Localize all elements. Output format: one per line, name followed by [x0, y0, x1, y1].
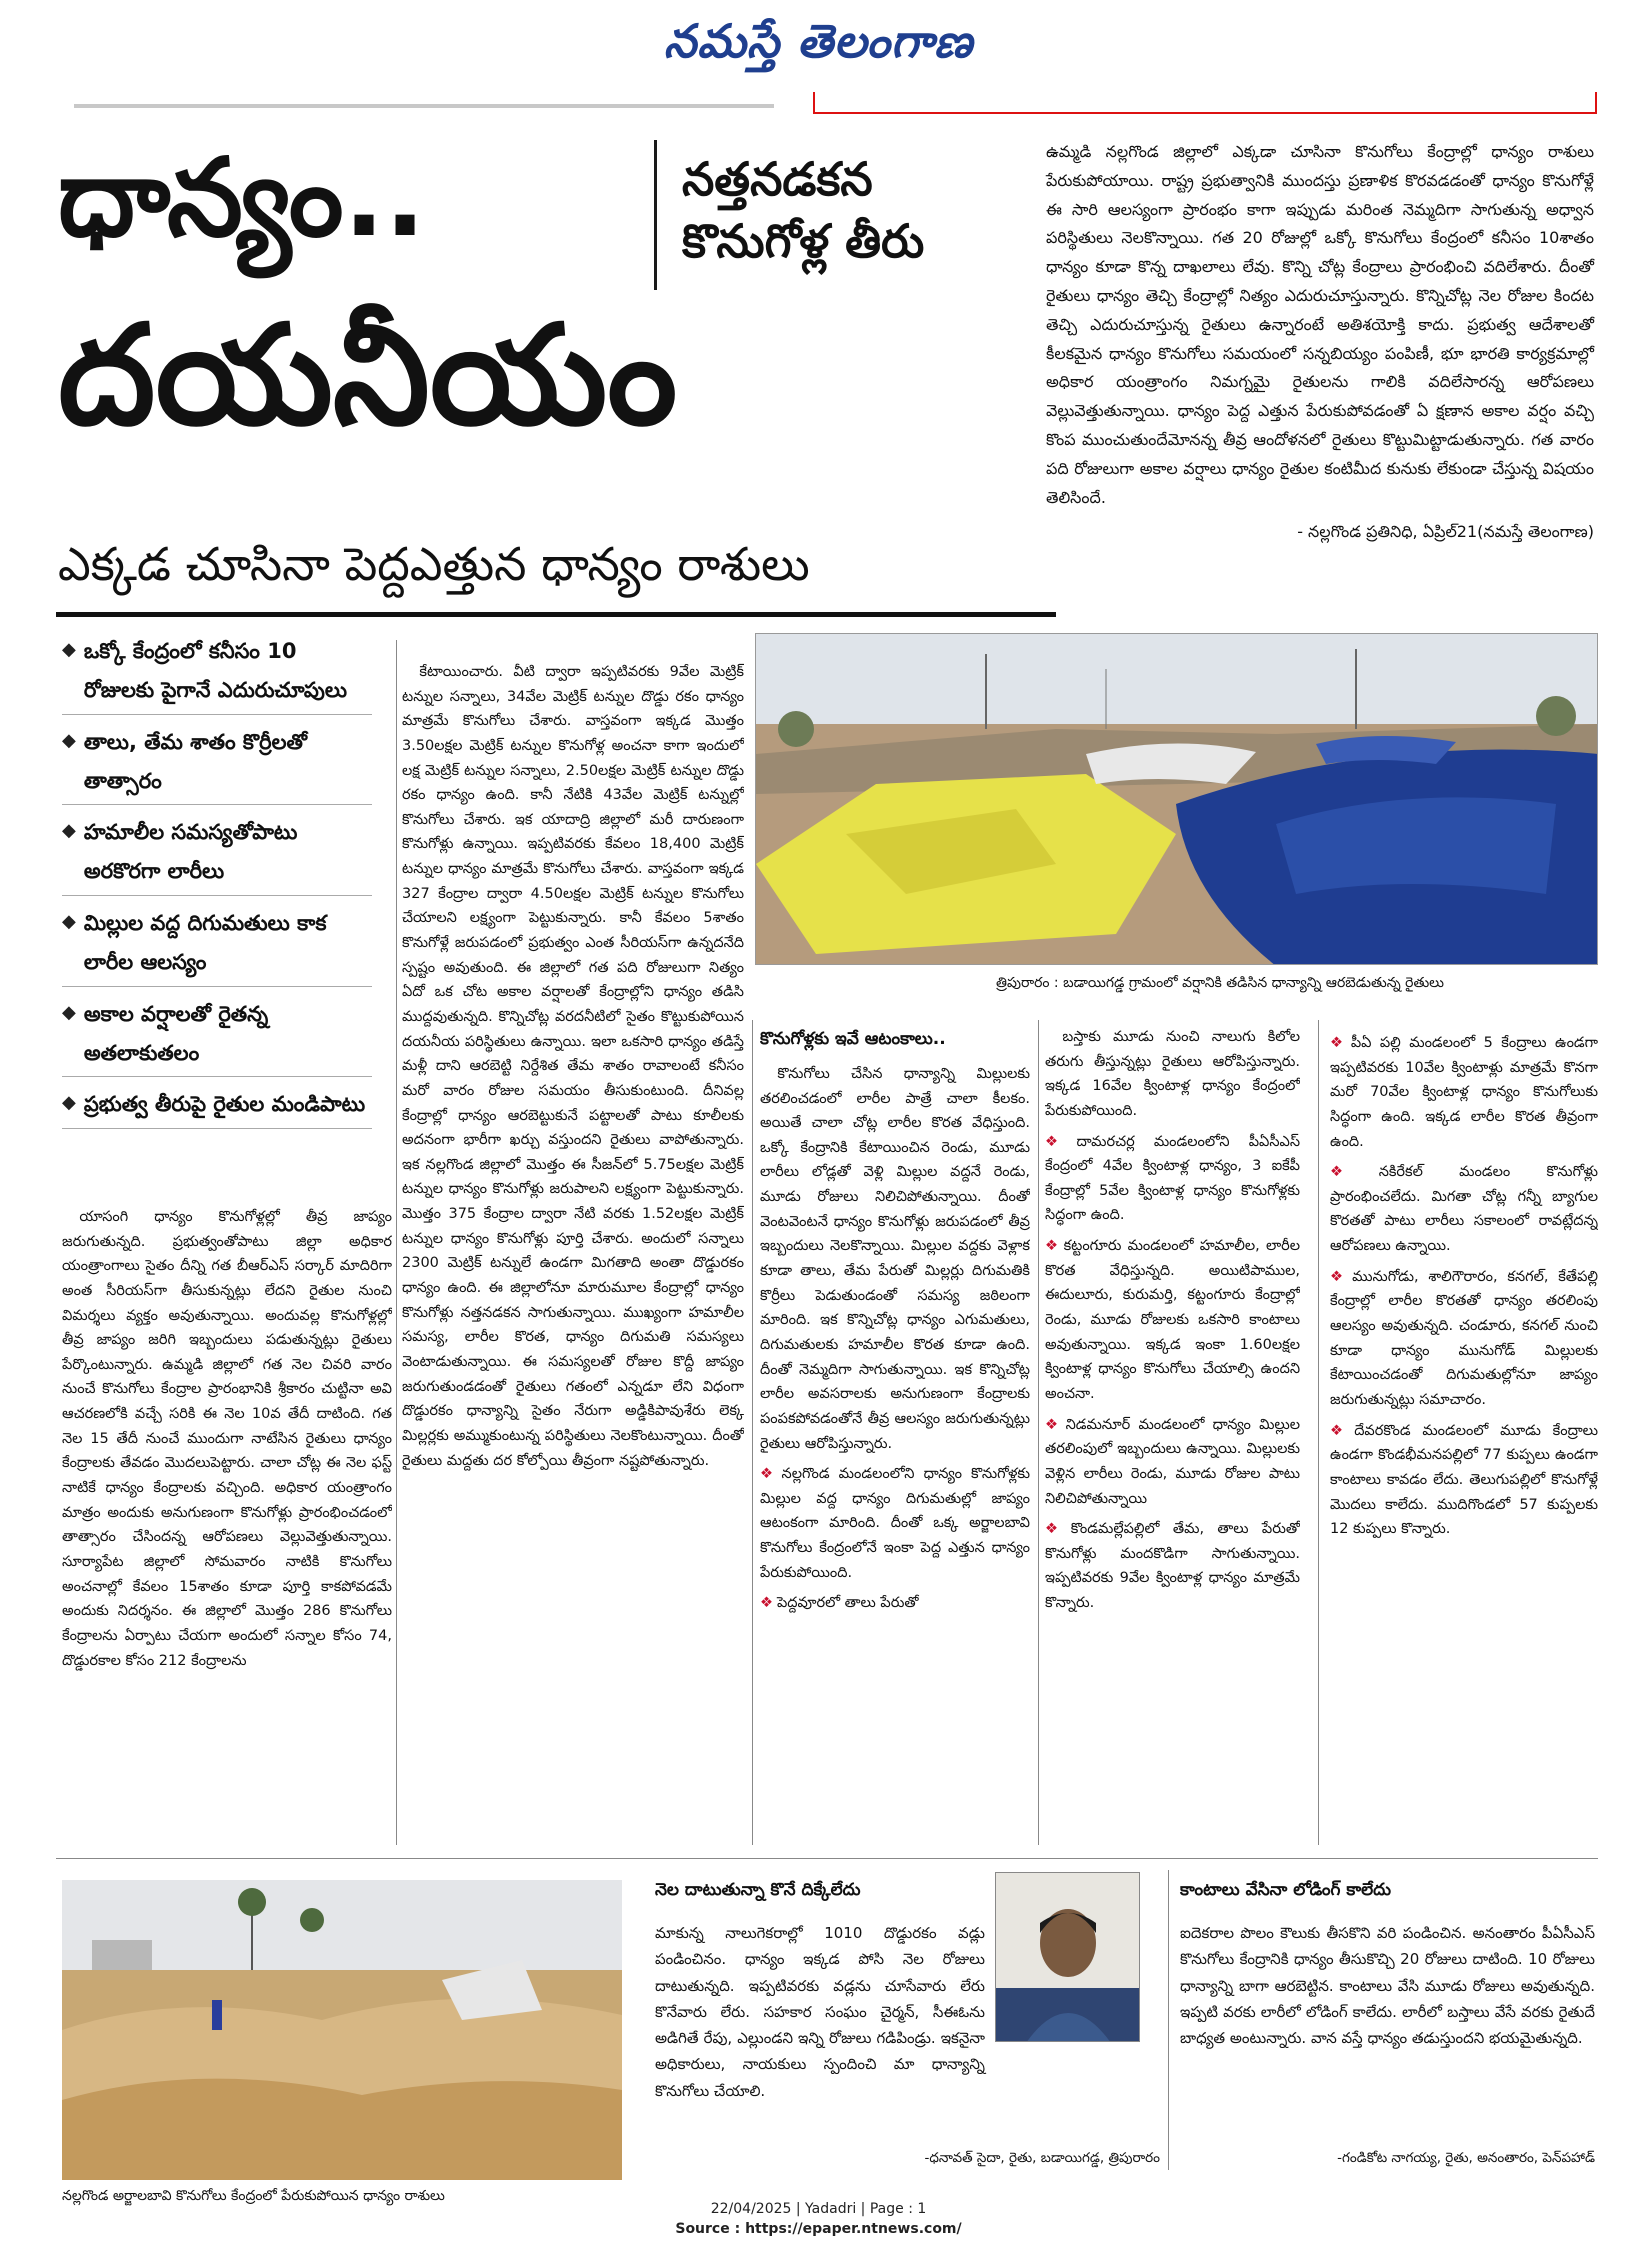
- list-item: [1330, 1419, 1598, 1542]
- item-text: దేవరకొండ మండలంలో మూడు కేంద్రాలు ఉండగా కొండభీమనపల్లిలో 77 కుప్పలు ఉండగా కాంటాలు కావడం లేదు. తెలుగుపల్లిలో కొనుగోళ్లే మొదలు కాలేదు. ముదిగొండలో 57 కుప్పలకు 12 కుప్పలు కొన్నారు.: [1330, 1422, 1598, 1538]
- article-column-2: [402, 660, 744, 1845]
- item-text: దామరచర్ల మండలంలోని పీఏసీఎస్ కేంద్రంలో 4వేల క్వింటాళ్ల ధాన్యం, 3 ఐకేపీ కేంద్రాల్లో 5వేల క్వింటాళ్ల ధాన్యం కొనుగోళ్లకు సిద్ధంగా ఉంది.: [1045, 1133, 1300, 1224]
- column-text: బస్తాకు మూడు నుంచి నాలుగు కిలోల తరుగు తీస్తున్నట్లు రైతులు ఆరోపిస్తున్నారు. ఇక్కడ 16వేల క్వింటాళ్ల ధాన్యం కేంద్రంలో పేరుకుపోయింది.: [1045, 1029, 1300, 1119]
- column-text: కేటాయించారు. వీటి ద్వారా ఇప్పటివరకు 9వేల మెట్రిక్ టన్నుల సన్నాలు, 34వేల మెట్రిక్ టన్నుల దొడ్డు రకం ధాన్యం మాత్రమే కొనుగోలు చేశారు. వాస్తవంగా ఇక్కడ మొత్తం 3.50లక్షల మెట్రిక్ టన్నుల కొనుగోళ్ల అంచనా కాగా ఇందులో లక్ష మెట్రిక్ టన్నుల సన్నాలు, 2.50లక్షల మెట్రిక్ టన్నుల దొడ్డు రకం ధాన్యం ఉంది. కానీ నేటికి 43వేల మెట్రిక్ టన్నుల్లో కొనుగోలు చేశారు. ఇక యాదాద్రి జిల్లాలో మరీ దారుణంగా కొనుగోళ్లు ఉన్నాయి. ఇప్పటివరకు కేవలం 18,400 మెట్రిక్ టన్నుల ధాన్యం మాత్రమే కొనుగోలు చేశారు. వాస్తవంగా ఇక్కడ 327 కేంద్రాల ద్వారా 4.50లక్షల మెట్రిక్ టన్నుల కొనుగోలు చేయాలని లక్ష్యంగా పెట్టుకున్నారు. కానీ కేవలం 5శాతం కొనుగోళ్లే జరుపడంలో ప్రభుత్వం ఎంత సీరియస్‌గా ఉన్నదనేది స్పష్టం అవుతుంది. ఈ జిల్లాలో గత పది రోజులుగా నిత్యం ఏదో ఒక చోట అకాల వర్షాలతో కేంద్రాల్లోని ధాన్యం తడిసి ముద్దవుతున్నది. కొన్నిచోట్ల వరదనీటిలో సైతం కొట్టుకుపోయిన దయనీయ పరిస్థితులు ఉన్నాయి. ఇలా ఒకసారి ధాన్యం తడిస్తే మళ్లీ దాని ఆరబెట్టి నిర్దేశిత తేమ శాతం రావాలంటే కనీసం మరో వారం రోజుల సమయం తీసుకుంటుంది. దీనివల్ల కేంద్రాల్లో ధాన్యం ఆరబెట్టుకునే పట్టాలతో పాటు కూలీలకు అదనంగా భారీగా ఖర్చు వస్తుందని రైతులు వాపోతున్నారు. ఇక నల్లగొండ జిల్లాలో మొత్తం ఈ సీజన్‌లో 5.75లక్షల మెట్రిక్ టన్నుల ధాన్యం కొనుగోళ్లు జరుపాలని లక్ష్యంగా పెట్టుకున్నారు. మొత్తం 375 కేంద్రాల ద్వారా నేటి వరకు 1.52లక్షల మెట్రిక్ టన్నుల ధాన్యం కొనుగోళ్లు పూర్తి చేశారు. అందులో సన్నాలు 2300 మెట్రిక్ టన్నులే ఉండగా మిగతాది అంతా దొడ్డురకం ధాన్యం ఉంది. ఈ జిల్లాలోనూ మారుమూల కేంద్రాల్లో ధాన్యం కొనుగోళ్లు నత్తనడకన సాగుతున్నాయి. ముఖ్యంగా హమాలీల సమస్య, లారీల కొరత, ధాన్యం దిగుమతి సమస్యలు వెంటాడుతున్నాయి. ఈ సమస్యలతో రోజుల కొద్దీ జాప్యం జరుగుతుండడంతో రైతులు గతంలో ఎన్నడూ లేని విధంగా దొడ్డురకం ధాన్యాన్ని సైతం నేరుగా అడ్డికిపావుశేరు లెక్క మిల్లర్లకు అమ్ముకుంటున్న పరిస్థితులు నెలకొంటున్నాయి. దీంతో రైతులు మద్దతు దర కోల్పోయి తీవ్రంగా నష్టపోతున్నారు.: [402, 664, 744, 1469]
- bullet-diamond-icon: ◆: [62, 911, 76, 933]
- subheadline-2: కొనుగోళ్ల తీరు: [682, 214, 925, 268]
- section-rule: [56, 1858, 1598, 1859]
- highlight-item: [62, 813, 372, 896]
- column-rule: [1038, 1020, 1039, 1845]
- quote-box-text: ఐదెకరాల పొలం కౌలుకు తీసకొని వరి పండించిన. అనంతారం పీఏసీఎస్ కొనుగోలు కేంద్రానికి ధాన్యం తీసుకొచ్చి 20 రోజులు దాటింది. 10 రోజులు ధాన్యాన్ని బాగా ఆరబెట్టిన. కాంటాలు వేసి మూడు రోజులు అవుతున్నది. ఇప్పటి వరకు లారీలో లోడింగ్ కాలేదు. లారీలో బస్తాలు వేసే వరకు రైతుదే బాధ్యత అంటున్నారు. వాన వస్తే ధాన్యం తడుస్తుందని భయమైతున్నది.: [1180, 1924, 1595, 2047]
- headline-line1: ధాన్యం..: [58, 136, 426, 261]
- list-item: [1045, 1517, 1300, 1616]
- article-column-4: [1045, 1025, 1300, 1845]
- item-text: పెద్దవూరలో తాలు పేరుతో: [777, 1595, 919, 1612]
- diamond-icon: ❖: [760, 1595, 773, 1612]
- list-item: [760, 1462, 1030, 1585]
- footer-source-link[interactable]: Source : https://epaper.ntnews.com/: [675, 2220, 962, 2237]
- bullet-diamond-icon: ◆: [62, 1092, 76, 1114]
- column-rule: [1318, 1020, 1319, 1845]
- quote-box-text: మాకున్న నాలుగెకరాల్లో 1010 దొడ్డురకం వడ్లు పండించినం. ధాన్యం ఇక్కడ పోసి నెల రోజులు దాటుతున్నది. ఇప్పటివరకు వడ్లను చూసేవారు లేరు కొనేవారు లేరు. సహకార సంఘం చైర్మన్, సీఈఓను అడిగితే రేపు, ఎల్లుండని ఇన్ని రోజులు గడిపిండ్రు. ఇకనైనా అధికారులు, నాయకులు స్పందించి మా ధాన్యాన్ని కొనుగోలు చేయాలి.: [655, 1924, 985, 2100]
- quote-box-heading: నెల దాటుతున్నా కొనే దిక్కేలేదు: [655, 1880, 861, 1900]
- subheadline-1: నత్తనడకన: [682, 152, 873, 206]
- diamond-icon: ❖: [1330, 1035, 1347, 1051]
- article-column-1: [62, 1205, 392, 1845]
- highlight-text: తాలు, తేమ శాతం కొర్రీలతో తాత్సారం: [83, 729, 307, 793]
- highlight-item: [62, 632, 372, 715]
- box-divider: [1168, 1870, 1169, 2170]
- headline-divider: [654, 140, 657, 290]
- highlights-list: [62, 632, 372, 1137]
- item-text: మునుగోడు, శాలిగౌరారం, కనగల్, కేతేపల్లి కేంద్రాల్లో లారీల కొరతతో ధాన్యం తరలింపు ఆలస్యం అవుతున్నది. చండూరు, కనగల్ నుంచి కూడా ధాన్యం మునుగోడ్ మిల్లులకు కేటాయించడంతో దిగుమతుల్లోనూ జాప్యం జరుగుతున్నట్లు సమాచారం.: [1330, 1268, 1598, 1408]
- grain-tarpaulin-photo: [755, 633, 1598, 965]
- highlight-item: [62, 1085, 372, 1129]
- highlight-item: [62, 904, 372, 987]
- item-text: పీఏ పల్లి మండలంలో 5 కేంద్రాలు ఉండగా ఇప్పటివరకు 10వేల క్వింటాళ్లు మాత్రమే కొనగా మరో 70వేల క్వింటాళ్ల ధాన్యం కొనుగోలుకు సిద్ధంగా ఉంది. ఇక్కడ లారీల కొరత తీవ్రంగా ఉంది.: [1330, 1035, 1598, 1150]
- item-text: కట్టంగూరు మండలంలో హమాలీల, లారీల కొరత వేధిస్తున్నది. అయిటిపాముల, ఈదులూరు, కురుమర్తి, కట్టంగూరు కేంద్రాల్లో రెండు, మూడు రోజులకు ఒకసారి కాంటాలు అవుతున్నాయి. ఇక్కడ ఇంకా 1.60లక్షల క్వింటాళ్ల ధాన్యం కొనుగోలు చేయాల్సి ఉందని అంచనా.: [1045, 1238, 1300, 1402]
- list-item: [1330, 1031, 1598, 1154]
- article-column-5: [1330, 1025, 1598, 1845]
- page-footer: [0, 2200, 1637, 2239]
- photo-illustration: [756, 634, 1598, 965]
- section-heading: కొనుగోళ్లకు ఇవే ఆటంకాలు..: [760, 1029, 946, 1049]
- quote-box-heading: కాంటాలు వేసినా లోడింగ్ కాలేదు: [1180, 1880, 1392, 1900]
- highlight-item: [62, 723, 372, 806]
- portrait-illustration: [996, 1873, 1140, 2042]
- list-item: [1330, 1160, 1598, 1259]
- masthead-logo: నమస్తే తెలంగాణ: [663, 14, 974, 68]
- footer-date-line: 22/04/2025 | Yadadri | Page : 1: [710, 2201, 927, 2217]
- intro-byline: - నల్లగొండ ప్రతినిధి, ఏప్రిల్21(నమస్తే తెలంగాణ): [1297, 522, 1594, 542]
- highlight-text: ఒక్కో కేంద్రంలో కనీసం 10 రోజులకు పైగానే ఎదురుచూపులు: [83, 639, 347, 702]
- bullet-diamond-icon: ◆: [62, 1001, 76, 1023]
- item-text: నిడమనూర్ మండలంలో ధాన్యం మిల్లుల తరలింపులో ఇబ్బందులు ఉన్నాయి. మిల్లులకు వెళ్లిన లారీలు రెండు, మూడు రోజుల పాటు నిలిచిపోతున్నాయి: [1045, 1416, 1300, 1507]
- column-text: యాసంగి ధాన్యం కొనుగోళ్లల్లో తీవ్ర జాప్యం జరుగుతున్నది. ప్రభుత్వంతోపాటు జిల్లా అధికార యంత్రాంగాలు సైతం దీన్ని గత బీఆర్ఎస్ సర్కార్ మాదిరిగా అంత సీరియస్‌గా తీసుకున్నట్లు లేదని రైతుల నుంచి విమర్శలు వ్యక్తం అవుతున్నాయి. అందువల్ల కొనుగోళ్లల్లో తీవ్ర జాప్యం జరిగి ఇబ్బందులు పడుతున్నట్లు రైతులు పేర్కొంటున్నారు. ఉమ్మడి జిల్లాలో గత నెల చివరి వారం నుంచే కొనుగోలు కేంద్రాల ప్రారంభానికి శ్రీకారం చుట్టినా అవి ఆచరణలోకి వచ్చే సరికి ఈ నెల 10వ తేదీ దాటింది. గత నెల 15 తేదీ నుంచే ముందుగా నాటేసిన రైతులు ధాన్యం కేంద్రాలకు తేవడం మొదలుపెట్టారు. చాలా చోట్ల ఈ నెల ఫస్ట్ నాటికే ధాన్యం కేంద్రాలకు వచ్చింది. అధికార యంత్రాంగం మాత్రం అందుకు అనుగుణంగా కొనుగోళ్లు ప్రారంభించడంలో తాత్సారం చేసిందన్న ఆరోపణలు వెల్లువెత్తుతున్నాయి. సూర్యాపేట జిల్లాలో సోమవారం నాటికి కొనుగోలు అంచనాల్లో కేవలం 15శాతం కూడా పూర్తి కాకపోవడమే అందుకు నిదర్శనం. ఈ జిల్లాలో మొత్తం 286 కొనుగోలు కేంద్రాలను ఏర్పాటు చేయగా అందులో సన్నాల కోసం 74, దొడ్డురకాల కోసం 212 కేంద్రాలను: [62, 1209, 392, 1669]
- column-rule: [396, 640, 397, 1845]
- photo-illustration: [62, 1880, 622, 2180]
- list-item: [1045, 1413, 1300, 1512]
- item-text: కొండమల్లేపల్లిలో తేమ, తాలు పేరుతో కొనుగోళ్లు మందకొడిగా సాగుతున్నాయి. ఇప్పటివరకు 9వేల క్వింటాళ్ల ధాన్యం మాత్రమే కొన్నారు.: [1045, 1521, 1300, 1612]
- highlight-text: మిల్లుల వద్ద దిగుమతులు కాక లారీల ఆలస్యం: [83, 911, 327, 974]
- red-frame: [813, 92, 1597, 114]
- highlight-text: ప్రభుత్వ తీరుపై రైతుల మండిపాటు: [83, 1092, 366, 1117]
- highlight-text: హమాలీల సమస్యతోపాటు అరకొరగా లారీలు: [83, 820, 298, 884]
- highlight-item: [62, 995, 372, 1078]
- quote-box-signature: -ధనావత్ సైదా, రైతు, బడాయిగడ్డ, త్రిపురారం: [924, 2150, 1160, 2166]
- diamond-icon: ❖: [1330, 1268, 1349, 1285]
- photo1-caption: త్రిపురారం : బడాయిగడ్డ గ్రామంలో వర్షానికి తడిసిన ధాన్యాన్ని ఆరబెడుతున్న రైతులు: [996, 975, 1444, 991]
- list-item: [760, 1591, 1030, 1616]
- diamond-icon: ❖: [1045, 1416, 1062, 1433]
- farmer-portrait: [995, 1872, 1140, 2042]
- intro-block: [1046, 138, 1594, 547]
- list-item: [1045, 1130, 1300, 1229]
- diamond-icon: ❖: [760, 1466, 778, 1483]
- highlight-text: అకాల వర్షాలతో రైతన్న అతలాకుతలం: [83, 1001, 269, 1065]
- diamond-icon: ❖: [1330, 1422, 1351, 1439]
- diamond-icon: ❖: [1330, 1164, 1375, 1181]
- diamond-icon: ❖: [1045, 1238, 1060, 1255]
- list-item: [1330, 1265, 1598, 1413]
- column-text: కొనుగోలు చేసిన ధాన్యాన్ని మిల్లులకు తరలించడంలో లారీల పాత్రే చాలా కీలకం. అయితే చాలా చోట్ల లారీల కొరత వేధిస్తుంది. ఒక్కో కేంద్రానికి కేటాయించిన రెండు, మూడు లారీలు లోడ్లతో వెళ్లి మిల్లుల వద్దనే రెండు, మూడు రోజులు నిలిచిపోతున్నాయి. దీంతో వెంటవెంటనే ధాన్యం కొనుగోళ్లు జరుపడంలో తీవ్ర ఇబ్బందులు నెలకొన్నాయి. మిల్లుల వద్దకు వెళ్లాక కూడా తాలు, తేమ పేరుతో మిల్లర్లు దిగుమతికి కొర్రీలు పెడుతుండంతో సమస్య జఠిలంగా మారింది. ఇక కొన్నిచోట్ల ధాన్యం ఎగుమతులు, దిగుమతులకు హమాలీల కొరత కూడా ఉంది. దీంతో నెమ్మదిగా సాగుతున్నాయి. ఇక కొన్నిచోట్ల లారీల అవసరాలకు అనుగుణంగా కేంద్రాలకు పంపకపోవడంతోనే తీవ్ర ఆలస్యం జరుగుతున్నట్లు రైతులు ఆరోపిస్తున్నారు.: [760, 1065, 1030, 1452]
- bullet-diamond-icon: ◆: [62, 820, 76, 842]
- deck-rule: [56, 612, 1056, 617]
- photo2-caption: నల్లగొండ అర్జాలబావి కొనుగోలు కేంద్రంలో పేరుకుపోయిన ధాన్యం రాశులు: [62, 2188, 445, 2204]
- diamond-icon: ❖: [1045, 1133, 1073, 1150]
- article-column-3: [760, 1025, 1030, 1845]
- deck-headline: ఎక్కడ చూసినా పెద్దఎత్తున ధాన్యం రాశులు: [58, 537, 810, 591]
- diamond-icon: ❖: [1045, 1521, 1067, 1538]
- bullet-diamond-icon: ◆: [62, 639, 76, 660]
- intro-text: ఉమ్మడి నల్లగొండ జిల్లాలో ఎక్కడా చూసినా కొనుగోలు కేంద్రాల్లో ధాన్యం రాశులు పేరుకుపోయాయి. రాష్ట్ర ప్రభుత్వానికి ముందస్తు ప్రణాళిక కొరవడడంతో ధాన్యం కొనుగోళ్లే ఈ సారి ఆలస్యంగా ప్రారంభం కాగా ఇప్పుడు మరింత నెమ్మదిగా సాగుతున్న అధ్వాన పరిస్థితులు నెలకొన్నాయి. గత 20 రోజుల్లో ఒక్కో కొనుగోలు కేంద్రంలో కనీసం 10శాతం ధాన్యం కూడా కొన్న దాఖలాలు లేవు. కొన్ని చోట్ల కేంద్రాలు ప్రారంభించి వదిలేశారు. దీంతో రైతులు ధాన్యం తెచ్చి కేంద్రాల్లో నిత్యం ఎదురుచూస్తున్నారు. కొన్నిచోట్ల నెల రోజుల కిందట తెచ్చి ఎదురుచూస్తున్న రైతులు ఉన్నారంటే అతిశయోక్తి కాదు. ప్రభుత్వ ఆదేశాలతో కీలకమైన ధాన్యం కొనుగోలు సమయంలో సన్నబియ్యం పంపిణీ, భూ భారతి కార్యక్రమాల్లో అధికార యంత్రాంగం నిమగ్నమై రైతులను గాలికి వదిలేసారన్న ఆరోపణలు వెల్లువెత్తుతున్నాయి. ధాన్యం పెద్ద ఎత్తున పేరుకుపోవడంతో ఏ క్షణాన అకాల వర్షం వచ్చి కొంప ముంచుతుందేమోనన్న తీవ్ర ఆందోళనలో రైతులు కొట్టుమిట్టాడుతున్నారు. గత వారం పది రోజులుగా అకాల వర్షాలు ధాన్యం రైతుల కంటిమీద కునుకు లేకుండా చేస్తున్న విషయం తెలిసిందే.: [1046, 142, 1595, 507]
- quote-box-signature: -గండికోట నాగయ్య, రైతు, అనంతారం, పెన్‌పహాడ్: [1337, 2150, 1595, 2166]
- headline-line2: దయనీయం: [58, 295, 678, 456]
- top-rule: [74, 104, 774, 108]
- bullet-diamond-icon: ◆: [62, 729, 76, 751]
- column-rule: [752, 1020, 753, 1845]
- list-item: [1045, 1234, 1300, 1406]
- item-text: నల్లగొండ మండలంలోని ధాన్యం కొనుగోళ్లకు మిల్లుల వద్ద ధాన్యం దిగుమతుల్లో జాప్యం ఆటంకంగా మారింది. దీంతో ఒక్క అర్జాలబావి కొనుగోలు కేంద్రంలోనే ఇంకా పెద్ద ఎత్తున ధాన్యం పేరుకుపోయింది.: [760, 1466, 1030, 1581]
- item-text: నకిరేకల్ మండలం కొనుగోళ్లు ప్రారంభించలేదు. మిగతా చోట్ల గన్నీ బ్యాగుల కొరతతో పాటు లారీలు సకాలంలో రావట్లేదన్న ఆరోపణలు ఉన్నాయి.: [1330, 1164, 1598, 1255]
